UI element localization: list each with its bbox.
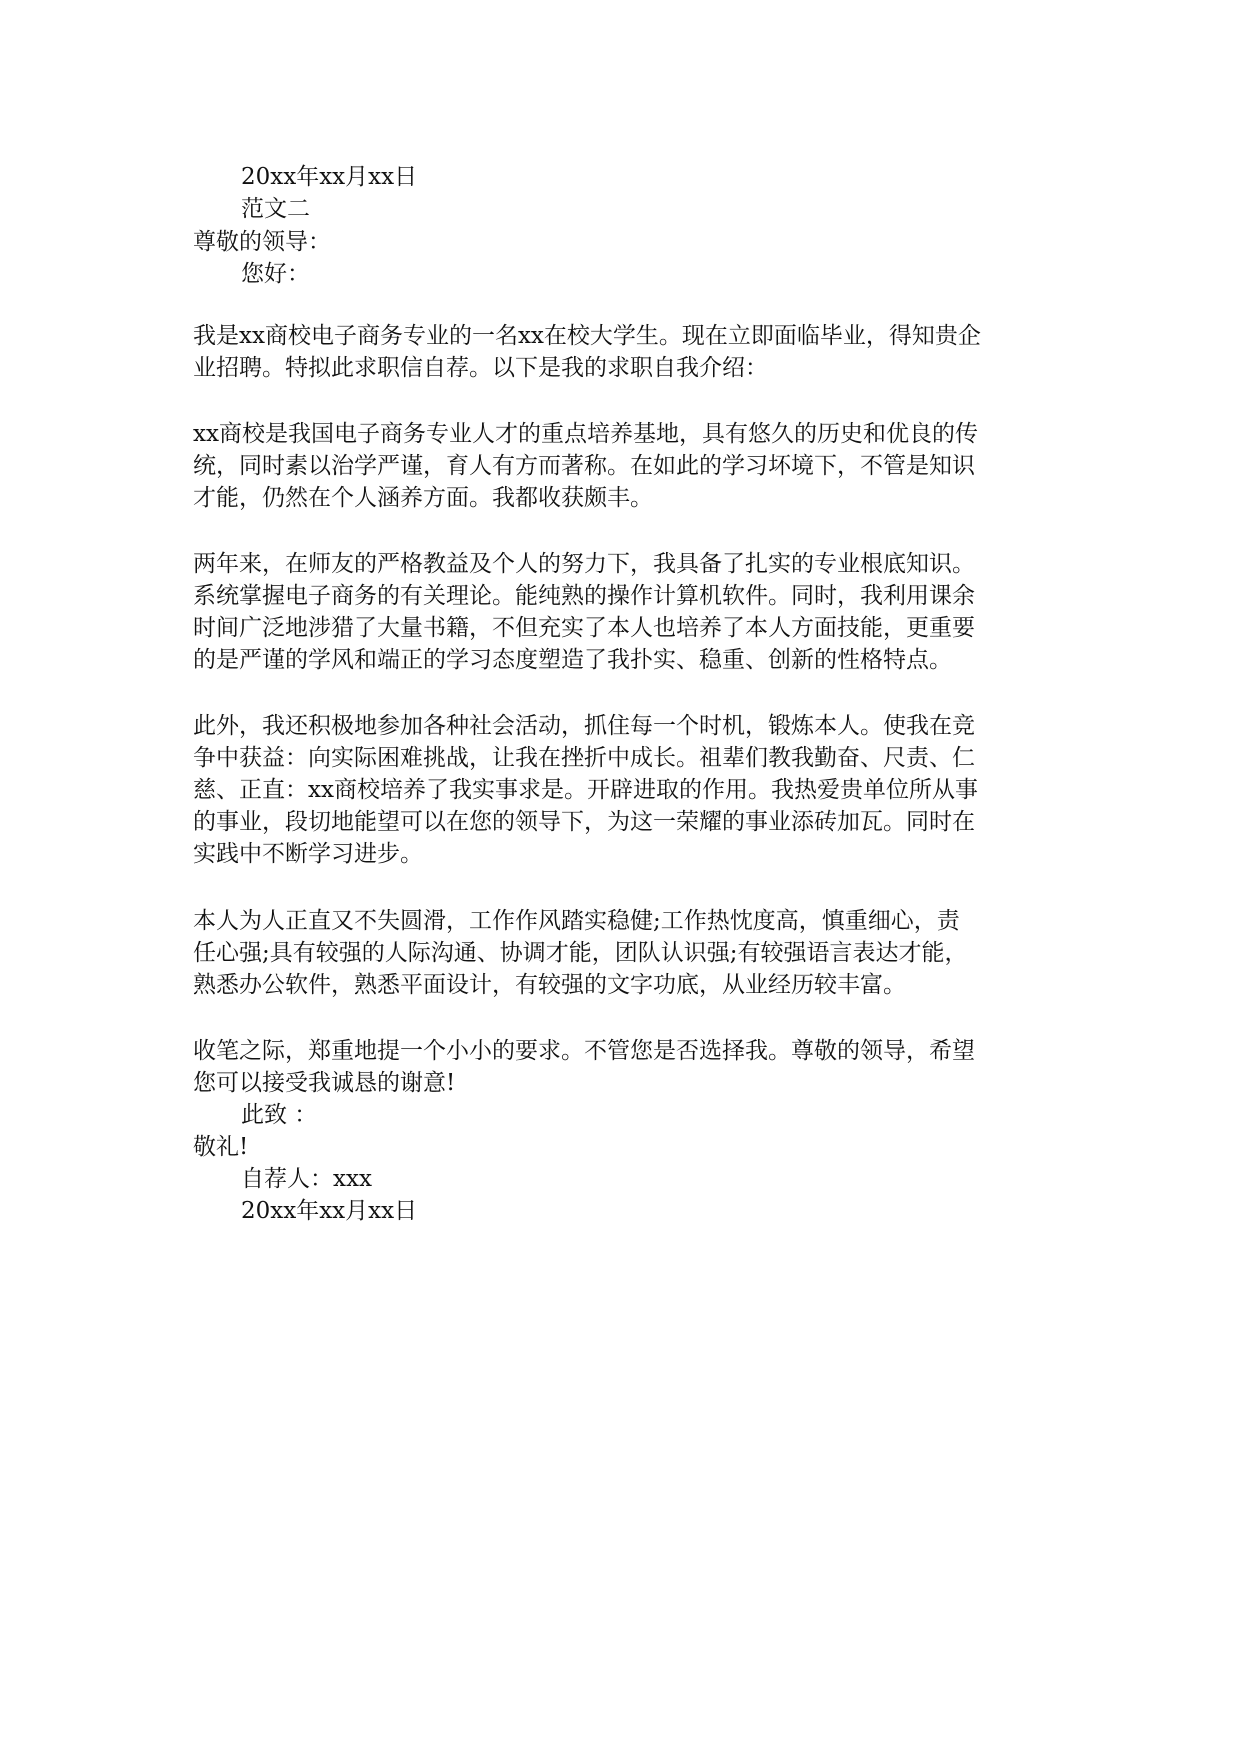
paragraph-line: 慈、正直：xx商校培养了我实事求是。开辟进取的作用。我热爱贵单位所从事	[193, 777, 978, 803]
paragraph-line: 业招聘。特拟此求职信自荐。以下是我的求职自我介绍：	[193, 355, 768, 381]
closing-respect: 此致 ：	[241, 1102, 318, 1128]
paragraph-activities	[193, 710, 1043, 870]
paragraph-line: 任心强;具有较强的人际沟通、协调才能，团队认识强;有较强语言表达才能，	[193, 940, 968, 966]
paragraph-line: 的事业，段切地能望可以在您的领导下，为这一荣耀的事业添砖加瓦。同时在	[193, 809, 975, 835]
paragraph-school	[193, 418, 1043, 514]
paragraph-line: 收笔之际，郑重地提一个小小的要求。不管您是否选择我。尊敬的领导，希望	[193, 1038, 975, 1064]
paragraph-line: 您可以接受我诚恳的谢意!	[193, 1070, 456, 1096]
greeting: 您好：	[241, 261, 310, 287]
paragraph-character	[193, 905, 1043, 1001]
top-date: 20xx年xx月xx日	[241, 164, 418, 190]
paragraph-closing-request	[193, 1035, 1043, 1099]
sample-label: 范文二	[241, 196, 310, 222]
closing-salute: 敬礼!	[193, 1134, 249, 1160]
salutation: 尊敬的领导：	[193, 229, 331, 255]
signature: 自荐人：xxx	[241, 1166, 372, 1192]
paragraph-line: 的是严谨的学风和端正的学习态度塑造了我扑实、稳重、创新的性格特点。	[193, 647, 952, 673]
paragraph-line: 此外，我还积极地参加各种社会活动，抓住每一个时机，锻炼本人。使我在竞	[193, 713, 975, 739]
paragraph-line: 系统掌握电子商务的有关理论。能纯熟的操作计算机软件。同时，我利用课余	[193, 583, 975, 609]
paragraph-line: xx商校是我国电子商务专业人才的重点培养基地，具有悠久的历史和优良的传	[193, 421, 978, 447]
paragraph-line: 实践中不断学习进步。	[193, 841, 423, 867]
paragraph-line: 两年来，在师友的严格教益及个人的努力下，我具备了扎实的专业根底知识。	[193, 551, 975, 577]
paragraph-line: 争中获益：向实际困难挑战，让我在挫折中成长。祖辈们教我勤奋、尺责、仁	[193, 745, 975, 771]
paragraph-line: 熟悉办公软件，熟悉平面设计，有较强的文字功底，从业经历较丰富。	[193, 972, 906, 998]
paragraph-intro	[193, 320, 1043, 384]
paragraph-line: 我是xx商校电子商务专业的一名xx在校大学生。现在立即面临毕业，得知贵企	[193, 323, 981, 349]
paragraph-line: 才能，仍然在个人涵养方面。我都收获颇丰。	[193, 485, 653, 511]
paragraph-line: 时间广泛地涉猎了大量书籍，不但充实了本人也培养了本人方面技能，更重要	[193, 615, 975, 641]
paragraph-study	[193, 548, 1043, 676]
bottom-date: 20xx年xx月xx日	[241, 1198, 418, 1224]
paragraph-line: 统，同时素以治学严谨，育人有方而著称。在如此的学习坏境下，不管是知识	[193, 453, 975, 479]
paragraph-line: 本人为人正直又不失圆滑，工作作风踏实稳健;工作热忱度高，慎重细心，责	[193, 908, 960, 934]
